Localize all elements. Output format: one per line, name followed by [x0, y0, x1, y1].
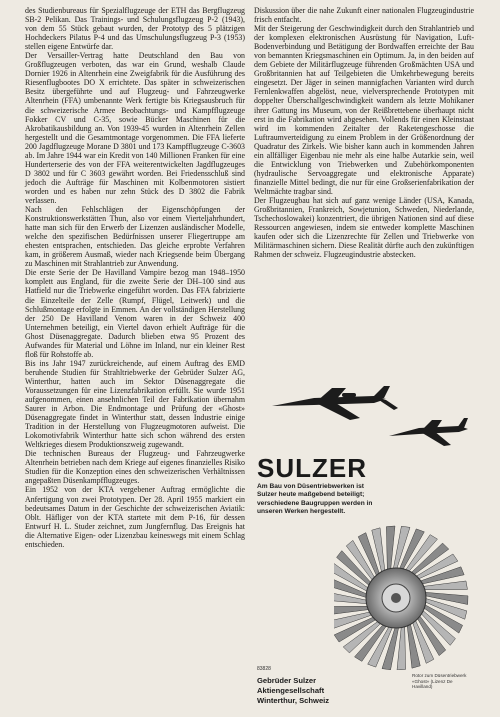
paragraph: Ein 1952 von der KTA vergebener Auftrag ermöglichte die Anfertigung von zwei Prototypen. Der 28. April 1955 markiert ein bedeutsames Datum in der Geschichte der schweizerischen Aviatik: Oblt. Häfliger von der KTA startete mit dem P-16, für dessen Entwurf H. L. Studer zeichnet, zum Jungfernflug. Das Ereignis hat die Alternative Eigen- oder Lizenzbau keineswegs mit einem Schlag entschieden.: [25, 485, 245, 549]
article-column-left: [25, 6, 245, 549]
rotor-blade: [397, 625, 406, 670]
paragraph: Die technischen Bureaus der Flugzeug- und Fahrzeugwerke Altenrhein betrieben nach dem Kriege auf eigenes finanzielles Risiko Studien für die Konzeption eines den schweizerischen Verhältnissen angepaßten Düsenkampfflugzeuges.: [25, 449, 245, 486]
paragraph: Bis ins Jahr 1947 zurückreichende, auf einem Auftrag des EMD beruhende Studien für Strahltriebwerke der Gebrüder Sulzer AG, Winterthur, hatten auch im Sektor Düsenaggregate die Voraussetzungen für eine Lizenzfabrikation erfüllt. Sie wurde 1951 aufgenommen, einen ansehnlichen Teil der Fabrikation übernahm Saurer in Arbon. Die Endmontage und Prüfung der «Ghost» Düsenaggregate findet in Winterthur statt, dessen Industrie einige Tradition in der Herstellung von Flugzeugmotoren aufweist. Die Lokomotivfabrik Winterthur hatte sich schon während des ersten Weltkrieges diesem Produktionszweig zugewandt.: [25, 358, 245, 450]
sulzer-logo: SULZER: [257, 453, 367, 483]
paragraph: Die erste Serie der De Havilland Vampire bezog man 1948–1950 komplett aus England, für die zweite Serie der DH–100 sind aus Hatfield nur die Triebwerke eingeführt worden. Das FFA fabrizierte die Einzelteile der Zelle (Rumpf, Flügel, Leitwerk) und die Schlußmontage erfolgte in Emmen. An der vollständigen Herstellung der 250 De Havilland Venom waren in der Schweiz 400 Unternehmen beteiligt, ein Viertel davon erhielt Aufträge für die Ghost Düsenaggregate. Dadurch blieben etwa 95 Prozent des Aufwandes für Material und Löhne im Inland, nur ein kleiner Rest floß für Rohstoffe ab.: [25, 268, 245, 359]
paragraph: Diskussion über die nahe Zukunft einer nationalen Flugzeugindustrie frisch entfacht.: [254, 6, 474, 25]
company-address: [257, 676, 402, 706]
ad-copy: Am Bau von Düsentriebwerken ist Sulzer heute maßgebend beteiligt; verschiedene Baugruppen werden in unseren Werken hergestellt.: [257, 483, 373, 516]
rotor-blade: [386, 526, 395, 571]
jet-aircraft-icon: [254, 358, 474, 458]
paragraph: Nach den Fehlschlägen der Eigenschöpfungen der Konstruktionswerkstätten Thun, also vor einem Vierteljahrhundert, hatte man sich für den Erwerb der Lizenzen ausländischer Modelle, welche den spezifischen Bedürfnissen unserer Fliegertruppe am ehesten entsprachen, entschieden. Das gleiche erprobte Verfahren kam, in größerem Ausmaß, wieder nach Kriegsende beim Übergang zu Maschinen mit Strahlantrieb zur Anwendung.: [25, 205, 245, 269]
image-number: 83828: [257, 666, 271, 672]
sulzer-advertisement: [254, 350, 474, 707]
paragraph: Der Flugzeugbau hat sich auf ganz wenige Länder (USA, Kanada, Großbritannien, Frankreich, Sowjetunion, Schweden, Niederlande, Tschechoslowakei) konzentriert, die übrigen Nationen sind auf diese Ressourcen angewiesen, indem sie entweder komplette Maschinen kaufen oder sich die Lizenzrechte für Zellen und Triebwerke von Militärmaschinen sichern. Diese Realität dürfte auch den zukünftigen Rahmen der schweiz. Flugzeugindustrie abstecken.: [254, 195, 474, 260]
rotor-caption: Rotor zum Düsentriebwerk «Ghost» (Lizenz De Havilland): [412, 673, 467, 690]
company-line: Aktiengesellschaft: [257, 686, 325, 695]
article-column-right: [254, 6, 474, 259]
company-line: Gebrüder Sulzer: [257, 676, 317, 685]
paragraph: Der Versailler-Vertrag hatte Deutschland den Bau von Großflugzeugen verboten, das war ein Grund, weshalb Claude Dornier 1926 in Altenrhein eine Zweigfabrik für die Ausführung des Riesenflugbootes DO X errichtete. Das später in schweizerischen Besitz übergeführte und auf Flugzeug- und Fahrzeugwerke Altenrhein (FFA) umbenannte Werk fertigte bis Kriegsausbruch für die schweizerische Armee Beobachtungs- und Kampfflugzeuge Fokker CV und C-35, sowie Bücker Maschinen für die Akrobatikausbildung an. Von 1939-45 wurden in Altenrhein Zellen hergestellt und die Gesamtmontage vorgenommen. Die FFA lieferte 200 Jagdflugzeuge Morane D 3801 und 173 Kampfflugzeuge C-3603 ab. Im Jahre 1944 war ein Kredit von 140 Millionen Franken für eine Hunderterserie des von der FFA weiterentwickelten Jagdflugzeuges D 3802 und für C 3603 gewährt worden. Bei Friedensschluß sind jedoch die Aufträge für Maschinen mit Kolbenmotoren sistiert worden und es haben nur zehn Stück des D 3802 die Fabrik verlassen.: [25, 51, 245, 205]
company-line: Winterthur, Schweiz: [257, 696, 330, 705]
turbine-rotor-icon: [334, 520, 474, 670]
paragraph: Mit der Steigerung der Geschwindigkeit durch den Strahlantrieb und der komplexen elektronischen Ausrüstung für Navigation, Luft-Bodenverbindung und Betätigung der Bordwaffen erreichte der Bau von bemannten Kriegsmaschinen ein Optimum. Ja, in den beiden auf dem Gebiete der Militärflugzeuge führenden Großmächten USA und Großbritannien hat auf Teilgebieten die Umkehrbewegung bereits eingesetzt. Der Jäger in seinen mannigfachen Varianten wird durch Fernlenkwaffen abgelöst, neue, vielversprechende Prototypen mit doppelter Überschallgeschwindigkeit wandern als letzte Mohikaner ihrer Gattung ins Museum, von der Reißbrettebene überhaupt nicht erst in die Fabrikation wird abgesehen. Vollends für einen Kleinstaat wird im kommenden Zeitalter der Raketengeschosse die Luftraumverteidigung zu einem Problem in der Größenordnung der Quadratur des Zirkels. Wie bisher kann auch in kommenden Jahren ein allfälliger Eigenbau nie mehr als eine halbe Autarkie sein, weil die Entwicklung von Triebwerken und Zubehörkomponenten (hydraulische Servoaggregate und elektronische Apparate) finanzielle Mittel bedingt, die nur für eine Großserienfabrikation der Weltmächte tragbar sind.: [254, 24, 474, 196]
paragraph: des Studienbureaus für Spezialflugzeuge der ETH das Bergflugzeug SB-2 Pelikan. Das Trainings- und Schulungsflugzeug P-2 (1943), von dem 55 Stück gebaut wurden, der Prototyp des 5 plätzigen Hochdeckers Pilatus P-4 und das Umschulungsflugzeug P-3 (1953) stellen eigene Entwürfe dar.: [25, 6, 245, 52]
